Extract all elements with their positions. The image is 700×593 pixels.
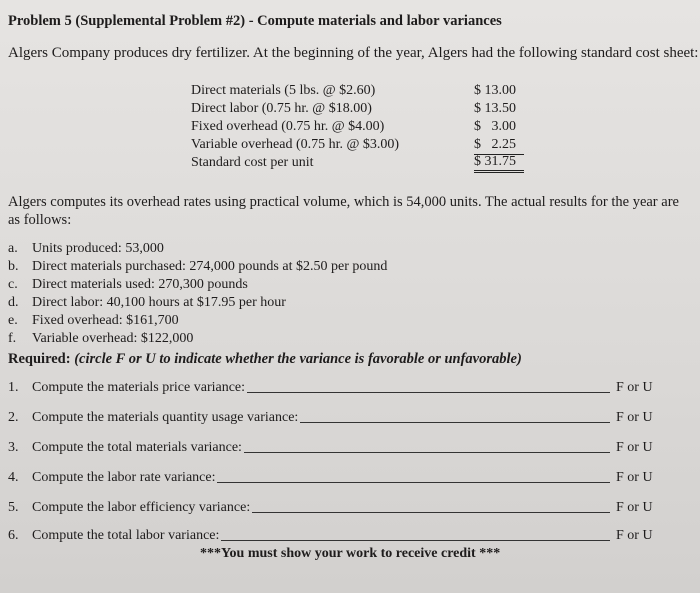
question-number: 3. [8, 440, 19, 455]
intro-text: Algers Company produces dry fertilizer. At the beginning of the year, Algers had the following standard cost sheet: [8, 45, 699, 61]
answer-line[interactable] [300, 422, 610, 423]
list-item-letter: d. [8, 295, 19, 310]
cost-sheet-row [191, 118, 536, 136]
list-item-text: Fixed overhead: $161,700 [32, 313, 179, 328]
list-item-text: Direct labor: 40,100 hours at $17.95 per hour [32, 295, 286, 310]
list-item-letter: a. [8, 241, 18, 256]
favorable-unfavorable-choice[interactable]: F or U [616, 470, 653, 485]
question-text: Compute the labor efficiency variance: [32, 500, 251, 515]
cost-sheet-row [191, 82, 536, 100]
list-item-letter: b. [8, 259, 19, 274]
list-item [8, 312, 387, 330]
answer-line[interactable] [247, 392, 610, 393]
cost-item-label: Direct materials (5 lbs. @ $2.60) [191, 83, 376, 98]
list-item-text: Direct materials used: 270,300 pounds [32, 277, 248, 292]
list-item-letter: c. [8, 277, 18, 292]
question-row [8, 376, 668, 396]
cost-item-label: Fixed overhead (0.75 hr. @ $4.00) [191, 119, 385, 134]
cost-sheet-row [191, 136, 536, 154]
question-row [8, 406, 668, 426]
answer-line[interactable] [244, 452, 610, 453]
favorable-unfavorable-choice[interactable]: F or U [616, 410, 653, 425]
required-heading [8, 351, 522, 368]
question-text: Compute the materials quantity usage variance: [32, 410, 299, 425]
show-work-notice: ***You must show your work to receive credit *** [200, 546, 501, 561]
overhead-paragraph: Algers computes its overhead rates using practical volume, which is 54,000 units. The actual results for the year are as follows: [8, 194, 679, 228]
question-number: 2. [8, 410, 19, 425]
list-item [8, 294, 387, 312]
question-number: 6. [8, 528, 19, 543]
cost-sheet-row [191, 100, 536, 118]
question-text: Compute the total materials variance: [32, 440, 242, 455]
list-item-text: Direct materials purchased: 274,000 pounds at $2.50 per pound [32, 259, 388, 274]
cost-item-amount: $ 13.50 [474, 101, 516, 116]
cost-item-label: Direct labor (0.75 hr. @ $18.00) [191, 101, 372, 116]
cost-sheet-total-row [191, 154, 536, 172]
required-label: Required: [8, 351, 71, 367]
question-text: Compute the total labor variance: [32, 528, 220, 543]
question-row [8, 524, 668, 544]
favorable-unfavorable-choice[interactable]: F or U [616, 528, 653, 543]
question-number: 5. [8, 500, 19, 515]
list-item [8, 240, 387, 258]
favorable-unfavorable-choice[interactable]: F or U [616, 380, 653, 395]
answer-line[interactable] [252, 512, 610, 513]
cost-item-label: Variable overhead (0.75 hr. @ $3.00) [191, 137, 400, 152]
question-row [8, 436, 668, 456]
favorable-unfavorable-choice[interactable]: F or U [616, 500, 653, 515]
list-item-letter: e. [8, 313, 18, 328]
cost-item-amount: $ 2.25 [474, 136, 524, 155]
list-item [8, 258, 387, 276]
question-number: 4. [8, 470, 19, 485]
question-number: 1. [8, 380, 19, 395]
cost-item-amount: $ 3.00 [474, 119, 516, 134]
standard-cost-label: Standard cost per unit [191, 155, 314, 170]
standard-cost-sheet [191, 82, 536, 172]
actual-results-list [8, 240, 387, 348]
required-instruction: (circle F or U to indicate whether the variance is favorable or unfavorable) [74, 351, 522, 367]
favorable-unfavorable-choice[interactable]: F or U [616, 440, 653, 455]
cost-item-amount: $ 13.00 [474, 83, 516, 98]
list-item [8, 330, 387, 348]
answer-line[interactable] [217, 482, 610, 483]
standard-cost-total: $ 31.75 [474, 154, 524, 173]
answer-line[interactable] [221, 540, 610, 541]
question-row [8, 496, 668, 516]
question-row [8, 466, 668, 486]
list-item-letter: f. [8, 331, 17, 346]
list-item-text: Units produced: 53,000 [32, 241, 164, 256]
question-text: Compute the labor rate variance: [32, 470, 216, 485]
list-item [8, 276, 387, 294]
problem-title: Problem 5 (Supplemental Problem #2) - Compute materials and labor variances [8, 13, 502, 29]
question-text: Compute the materials price variance: [32, 380, 246, 395]
list-item-text: Variable overhead: $122,000 [32, 331, 194, 346]
